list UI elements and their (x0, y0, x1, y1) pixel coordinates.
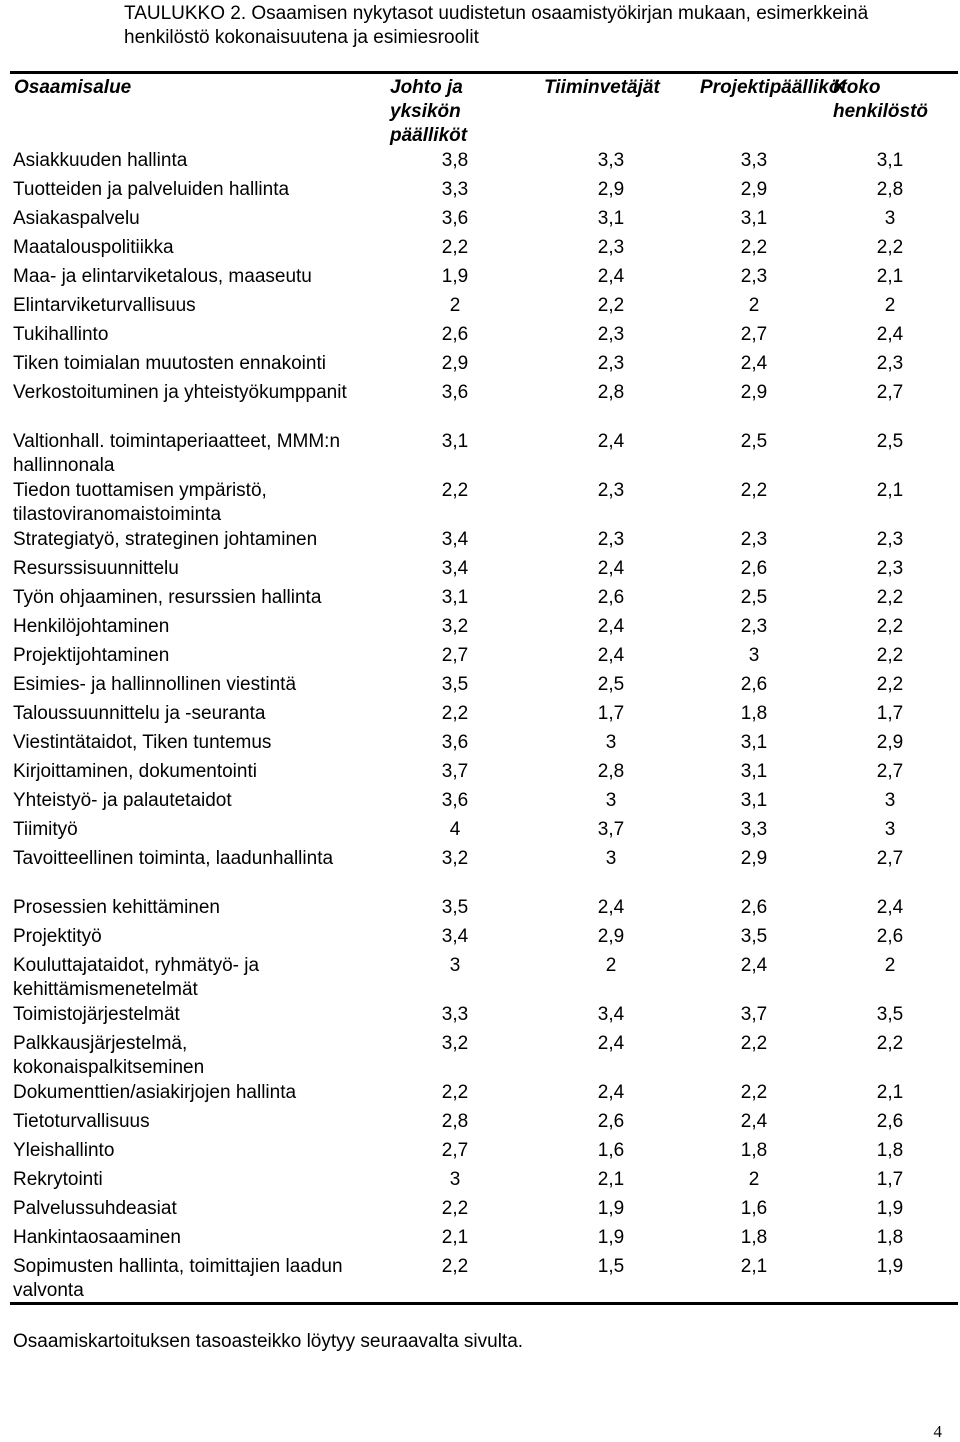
row-label: Projektijohtaminen (13, 645, 170, 666)
row-value: 3,4 (441, 558, 469, 579)
row-value: 3,1 (740, 208, 768, 229)
row-label: Valtionhall. toimintaperiaatteet, MMM:n hallinnonala (13, 431, 341, 476)
col-header-tiiminvetajat: Tiiminvetäjät (544, 77, 660, 98)
row-value: 3 (748, 645, 760, 666)
row-value: 2,4 (740, 955, 768, 976)
row-value: 2,4 (597, 1033, 625, 1054)
row-value: 3 (884, 790, 896, 811)
row-value: 3 (884, 208, 896, 229)
row-label: Viestintätaidot, Tiken tuntemus (13, 732, 272, 753)
row-label: Tavoitteellinen toiminta, laadunhallinta (13, 848, 334, 869)
row-value: 2,7 (441, 1140, 469, 1161)
row-value: 3,4 (441, 926, 469, 947)
row-label: Tiimityö (13, 819, 78, 840)
row-value: 3,5 (441, 674, 469, 695)
row-label: Esimies- ja hallinnollinen viestintä (13, 674, 297, 695)
row-label: Hankintaosaaminen (13, 1227, 181, 1248)
row-value: 1,7 (597, 703, 625, 724)
row-value: 3,2 (441, 616, 469, 637)
row-value: 2,2 (441, 237, 469, 258)
row-value: 3,1 (441, 431, 469, 452)
table-title: TAULUKKO 2. Osaamisen nykytasot uudistetun osaamistyökirjan mukaan, esimerkkeinä henkilöstö kokonaisuutena ja esimiesroolit (124, 3, 869, 48)
row-value: 3,7 (597, 819, 625, 840)
row-value: 3,6 (441, 382, 469, 403)
row-value: 2,4 (597, 431, 625, 452)
row-value: 2,2 (441, 703, 469, 724)
row-value: 2 (884, 955, 896, 976)
row-value: 2 (748, 1169, 760, 1190)
row-value: 2,4 (740, 353, 768, 374)
row-label: Työn ohjaaminen, resurssien hallinta (13, 587, 322, 608)
row-value: 3,3 (740, 819, 768, 840)
row-label: Tiken toimialan muutosten ennakointi (13, 353, 326, 374)
row-value: 2,8 (876, 179, 904, 200)
row-value: 3,3 (740, 150, 768, 171)
row-value: 2,4 (597, 645, 625, 666)
row-value: 2,4 (597, 1082, 625, 1103)
row-value: 2 (748, 295, 760, 316)
row-label: Dokumenttien/asiakirjojen hallinta (13, 1082, 297, 1103)
row-value: 2,1 (597, 1169, 625, 1190)
row-label: Henkilöjohtaminen (13, 616, 170, 637)
row-label: Verkostoituminen ja yhteistyökumppanit (13, 382, 347, 403)
row-value: 1,9 (876, 1256, 904, 1277)
row-value: 2,3 (597, 353, 625, 374)
row-value: 2,7 (876, 382, 904, 403)
row-value: 2,4 (876, 324, 904, 345)
row-value: 1,6 (597, 1140, 625, 1161)
row-label: Maa- ja elintarviketalous, maaseutu (13, 266, 312, 287)
row-value: 2,2 (597, 295, 625, 316)
row-value: 3,7 (740, 1004, 768, 1025)
row-value: 2,3 (740, 529, 768, 550)
row-value: 2,8 (597, 761, 625, 782)
row-value: 3,4 (597, 1004, 625, 1025)
row-value: 1,5 (597, 1256, 625, 1277)
row-label: Maatalouspolitiikka (13, 237, 174, 258)
row-value: 3 (884, 819, 896, 840)
row-value: 2,4 (597, 897, 625, 918)
row-value: 2,2 (876, 616, 904, 637)
row-value: 3,1 (740, 732, 768, 753)
row-label: Tietoturvallisuus (13, 1111, 150, 1132)
col-header-johto: Johto ja yksikön päälliköt (390, 77, 468, 146)
row-value: 2,6 (441, 324, 469, 345)
row-value: 1,6 (740, 1198, 768, 1219)
row-value: 2,6 (740, 674, 768, 695)
row-value: 2 (884, 295, 896, 316)
row-value: 2,3 (740, 266, 768, 287)
row-value: 3,6 (441, 208, 469, 229)
row-value: 2,9 (876, 732, 904, 753)
row-value: 2,2 (740, 480, 768, 501)
row-value: 1,8 (740, 1227, 768, 1248)
row-label: Yhteistyö- ja palautetaidot (13, 790, 232, 811)
row-value: 3,1 (740, 790, 768, 811)
row-value: 2,2 (876, 674, 904, 695)
footnote: Osaamiskartoituksen tasoasteikko löytyy seuraavalta sivulta. (13, 1331, 524, 1352)
row-value: 2,2 (441, 1082, 469, 1103)
row-value: 4 (449, 819, 461, 840)
row-value: 2,9 (740, 848, 768, 869)
row-value: 1,8 (740, 1140, 768, 1161)
row-value: 2,6 (876, 926, 904, 947)
row-value: 3,5 (441, 897, 469, 918)
row-value: 1,9 (597, 1227, 625, 1248)
row-value: 2,1 (876, 480, 904, 501)
row-value: 2,6 (597, 587, 625, 608)
row-value: 2,1 (441, 1227, 469, 1248)
row-value: 2,1 (876, 266, 904, 287)
row-value: 2,7 (441, 645, 469, 666)
row-label: Kirjoittaminen, dokumentointi (13, 761, 257, 782)
row-value: 2,9 (597, 179, 625, 200)
row-value: 2,3 (876, 558, 904, 579)
row-value: 3,6 (441, 732, 469, 753)
row-value: 1,9 (441, 266, 469, 287)
col-header-projektipaallikot: Projektipäälliköt (700, 77, 847, 98)
row-value: 2,4 (597, 558, 625, 579)
row-value: 2,5 (740, 431, 768, 452)
row-label: Tuotteiden ja palveluiden hallinta (13, 179, 290, 200)
row-value: 2,3 (597, 237, 625, 258)
row-value: 2,4 (597, 266, 625, 287)
row-value: 1,8 (740, 703, 768, 724)
row-label: Toimistojärjestelmät (13, 1004, 180, 1025)
row-value: 2,2 (441, 1198, 469, 1219)
row-value: 3,2 (441, 1033, 469, 1054)
row-value: 3 (605, 848, 617, 869)
row-value: 3,5 (876, 1004, 904, 1025)
row-value: 2,1 (876, 1082, 904, 1103)
row-value: 1,7 (876, 703, 904, 724)
row-value: 2,5 (740, 587, 768, 608)
row-value: 2,6 (876, 1111, 904, 1132)
row-value: 2,3 (597, 529, 625, 550)
row-value: 2,2 (876, 1033, 904, 1054)
row-value: 2,4 (740, 1111, 768, 1132)
row-value: 2,3 (876, 529, 904, 550)
row-value: 1,8 (876, 1227, 904, 1248)
row-value: 3,2 (441, 848, 469, 869)
row-value: 3 (449, 955, 461, 976)
row-value: 2,7 (876, 761, 904, 782)
row-label: Asiakkuuden hallinta (13, 150, 188, 171)
row-value: 2,7 (740, 324, 768, 345)
row-value: 2,4 (597, 616, 625, 637)
row-value: 3,3 (597, 150, 625, 171)
col-header-koko-henkilosto: Koko henkilöstö (833, 77, 929, 122)
row-value: 2,6 (740, 897, 768, 918)
row-value: 3 (605, 732, 617, 753)
row-value: 2,1 (740, 1256, 768, 1277)
row-value: 2,4 (876, 897, 904, 918)
row-label: Resurssisuunnittelu (13, 558, 179, 579)
row-value: 3,3 (441, 179, 469, 200)
row-value: 1,8 (876, 1140, 904, 1161)
row-label: Rekrytointi (13, 1169, 103, 1190)
table-bottom-rule (10, 1302, 958, 1305)
row-label: Strategiatyö, strateginen johtaminen (13, 529, 318, 550)
row-label: Tiedon tuottamisen ympäristö, tilastoviranomaistoiminta (13, 480, 267, 525)
row-value: 2,2 (740, 237, 768, 258)
row-value: 2,9 (740, 179, 768, 200)
row-label: Projektityö (13, 926, 102, 947)
row-value: 2,2 (876, 237, 904, 258)
row-value: 2,9 (597, 926, 625, 947)
row-value: 1,7 (876, 1169, 904, 1190)
row-value: 3,4 (441, 529, 469, 550)
row-value: 2,3 (597, 480, 625, 501)
row-value: 1,9 (597, 1198, 625, 1219)
row-value: 3 (449, 1169, 461, 1190)
row-value: 2,7 (876, 848, 904, 869)
row-label: Prosessien kehittäminen (13, 897, 220, 918)
row-value: 2,2 (441, 480, 469, 501)
row-value: 2,2 (441, 1256, 469, 1277)
row-value: 3,8 (441, 150, 469, 171)
page-number: 4 (933, 1422, 942, 1441)
row-value: 2,2 (740, 1082, 768, 1103)
row-value: 2,5 (597, 674, 625, 695)
row-value: 2,9 (441, 353, 469, 374)
row-label: Asiakaspalvelu (13, 208, 140, 229)
row-value: 2,3 (597, 324, 625, 345)
row-label: Kouluttajataidot, ryhmätyö- ja kehittämismenetelmät (13, 955, 260, 1000)
row-value: 2,2 (876, 645, 904, 666)
row-value: 3,3 (441, 1004, 469, 1025)
row-label: Palvelussuhdeasiat (13, 1198, 177, 1219)
row-value: 3,1 (740, 761, 768, 782)
row-value: 3,7 (441, 761, 469, 782)
row-value: 2,8 (597, 382, 625, 403)
row-value: 2,5 (876, 431, 904, 452)
row-value: 2,6 (597, 1111, 625, 1132)
row-value: 1,9 (876, 1198, 904, 1219)
row-value: 3,1 (597, 208, 625, 229)
row-label: Sopimusten hallinta, toimittajien laadun valvonta (13, 1256, 343, 1301)
col-header-osaamisalue: Osaamisalue (14, 77, 132, 98)
row-value: 3,1 (876, 150, 904, 171)
row-value: 2,2 (876, 587, 904, 608)
row-value: 2,8 (441, 1111, 469, 1132)
row-value: 2 (605, 955, 617, 976)
row-value: 2,2 (740, 1033, 768, 1054)
row-value: 3,6 (441, 790, 469, 811)
row-value: 3 (605, 790, 617, 811)
row-value: 3,1 (441, 587, 469, 608)
row-label: Yleishallinto (13, 1140, 115, 1161)
row-value: 3,5 (740, 926, 768, 947)
row-value: 2,3 (740, 616, 768, 637)
row-value: 2,9 (740, 382, 768, 403)
row-value: 2,6 (740, 558, 768, 579)
row-label: Elintarviketurvallisuus (13, 295, 196, 316)
row-label: Palkkausjärjestelmä, kokonaispalkitseminen (13, 1033, 205, 1078)
row-value: 2 (449, 295, 461, 316)
row-label: Taloussuunnittelu ja -seuranta (13, 703, 266, 724)
row-label: Tukihallinto (13, 324, 109, 345)
row-value: 2,3 (876, 353, 904, 374)
